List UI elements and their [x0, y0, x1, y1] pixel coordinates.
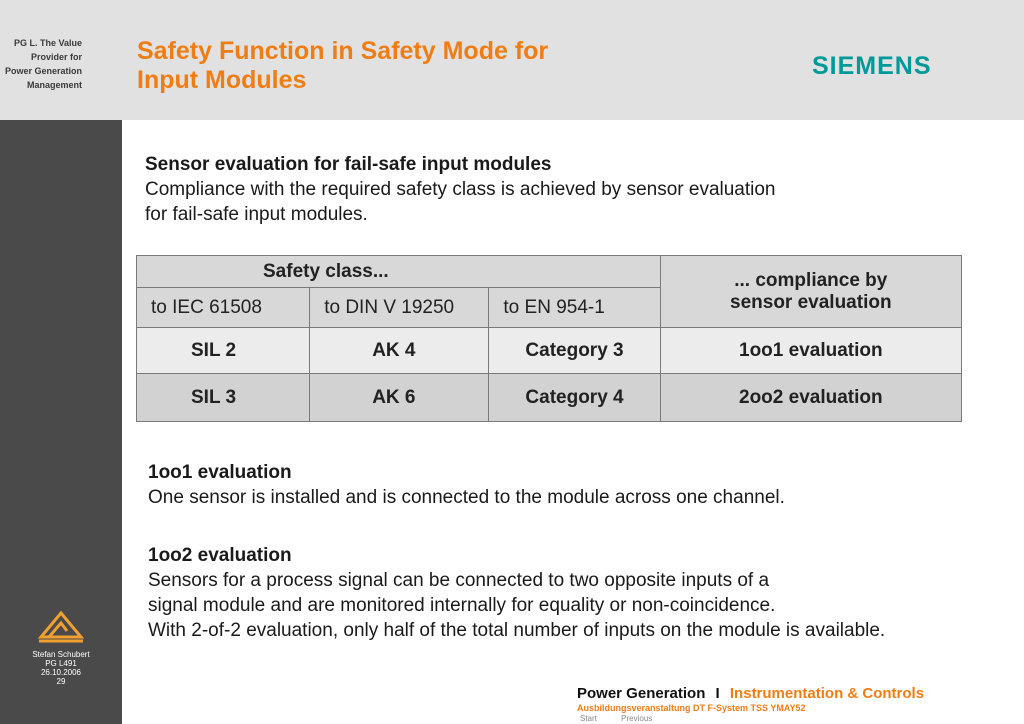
intro-heading: Sensor evaluation for fail-safe input modules: [145, 154, 552, 175]
tagline-line: PG L. The Value: [13, 38, 82, 48]
tagline-line: Management: [26, 80, 82, 90]
nav-start-link[interactable]: Start: [580, 714, 597, 723]
table-cell: SIL 2: [137, 328, 310, 374]
table-row: [137, 374, 962, 422]
author-date: 26.10.2006: [40, 668, 82, 677]
footer-separator: I: [715, 685, 720, 702]
table-row: [137, 328, 962, 374]
table-cell: Category 4: [489, 374, 660, 422]
intro-line: for fail-safe input modules.: [145, 204, 368, 225]
page-title: [137, 37, 548, 95]
table-cell: SIL 3: [137, 374, 310, 422]
siemens-logo: SIEMENS: [812, 52, 932, 80]
table-cell: Category 3: [489, 328, 660, 374]
section-1oo2-line: signal module and are monitored internally for equality or non-coincidence.: [148, 595, 776, 616]
compliance-header-line: ... compliance by: [734, 269, 888, 291]
author-info: [0, 650, 122, 686]
section-1oo1-heading: 1oo1 evaluation: [148, 462, 292, 483]
table-cell: AK 4: [310, 328, 489, 374]
section-1oo1-text: One sensor is installed and is connected to the module across one channel.: [148, 487, 785, 508]
intro-line: Compliance with the required safety class is achieved by sensor evaluation: [145, 179, 776, 200]
table-cell: 2oo2 evaluation: [660, 374, 961, 422]
table-cell: AK 6: [310, 374, 489, 422]
safety-class-table: [136, 255, 962, 422]
intro-block: [145, 152, 776, 227]
tagline-line: Provider for: [30, 52, 82, 62]
footer-title: [577, 685, 924, 702]
tagline: [0, 36, 82, 92]
footer-title-main: Power Generation: [577, 685, 706, 702]
section-1oo2: [148, 543, 885, 643]
section-1oo2-line: With 2-of-2 evaluation, only half of the total number of inputs on the module is available.: [148, 620, 886, 641]
table-column-header: to EN 954-1: [489, 288, 660, 328]
tagline-line: Power Generation: [4, 66, 82, 76]
table-cell: 1oo1 evaluation: [660, 328, 961, 374]
slide-nav: [580, 714, 674, 723]
author-dept: PG L491: [45, 659, 77, 668]
nav-previous-link[interactable]: Previous: [621, 714, 653, 723]
page-title-line1: Safety Function in Safety Mode for: [137, 37, 549, 65]
author-name: Stefan Schubert: [32, 650, 90, 659]
slide-content: [132, 140, 1012, 660]
compliance-header-line: sensor evaluation: [730, 291, 892, 313]
page-number: 29: [56, 677, 66, 686]
section-1oo1: [148, 460, 785, 510]
page-title-line2: Input Modules: [137, 66, 307, 94]
company-logo-icon: [37, 607, 85, 645]
footer-subtitle: Ausbildungsveranstaltung DT F-System TSS YMAY52: [577, 703, 806, 713]
footer-title-accent: Instrumentation & Controls: [729, 685, 925, 702]
section-1oo2-line: Sensors for a process signal can be connected to two opposite inputs of a: [148, 570, 770, 591]
table-compliance-header: [660, 256, 961, 328]
table-column-header: to IEC 61508: [137, 288, 310, 328]
table-column-header: to DIN V 19250: [310, 288, 489, 328]
table-group-header: Safety class...: [137, 256, 661, 288]
section-1oo2-heading: 1oo2 evaluation: [148, 545, 292, 566]
